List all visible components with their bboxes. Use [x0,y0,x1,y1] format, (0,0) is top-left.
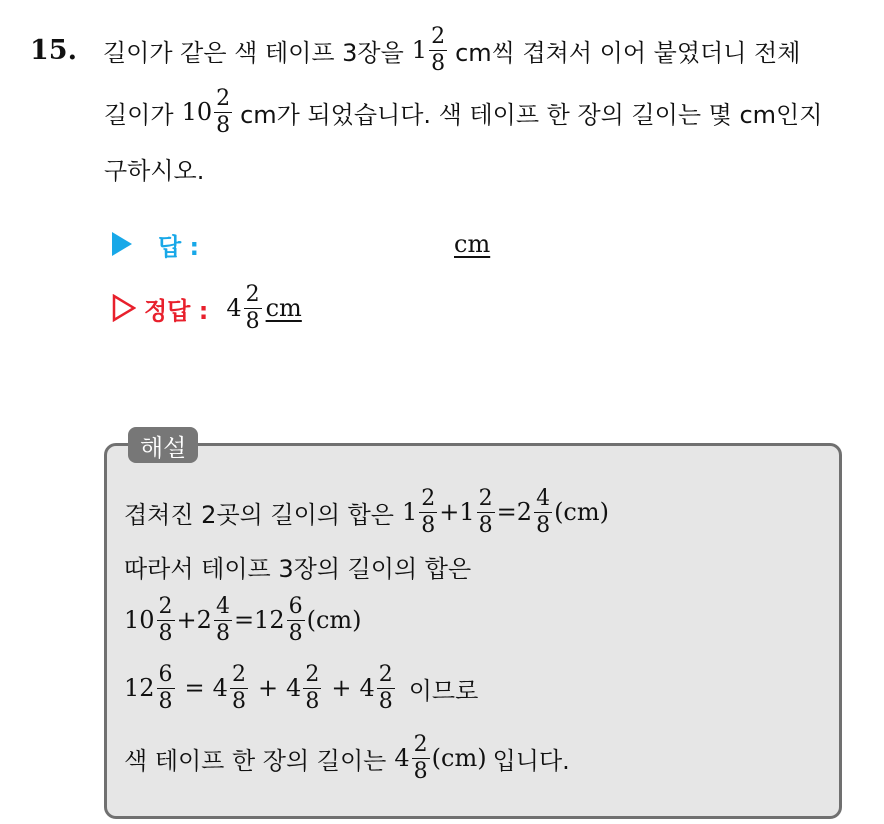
mixed-number: 4 $\frac{2}{8}$ [394,731,428,784]
solution-line-1 [124,482,609,542]
equals-sign: = [184,674,205,702]
unit: (cm) [306,606,362,634]
equals-sign: = [496,498,517,526]
mixed-number: 4 $\frac{2}{8}$ [212,661,246,714]
solution-text: 겹쳐진 2곳의 길이의 합은 [124,500,394,529]
outline-triangle-icon [112,294,136,322]
problem-text: cm씩 겹쳐서 이어 붙였더니 전체 [455,38,801,67]
answer-blank[interactable] [454,226,490,262]
solution-line-4 [124,658,478,718]
plus-sign: + [439,498,460,526]
problem-text: 구하시오. [104,156,205,185]
solution-text: 색 테이프 한 장의 길이는 [124,746,387,775]
correct-answer-label: 정답 : [144,296,209,325]
answer-unit: cm [454,230,491,258]
mixed-number: 1 $\frac{2}{8}$ [459,485,493,538]
whole-part: 10 [181,98,213,126]
plus-sign: + [176,606,197,634]
problem-text: 길이가 [104,100,174,129]
mixed-number: 4 $\frac{2}{8}$ [286,661,320,714]
solution-line-3 [124,590,362,650]
unit: (cm) [431,744,487,772]
answer-row [112,226,199,262]
solution-text: 입니다. [492,746,570,775]
whole-part: 4 [226,294,242,322]
mixed-number: 4 $\frac{2}{8}$ [359,661,393,714]
fraction: $\frac{2}{8}$ [431,23,446,76]
mixed-number: 1 $\frac{2}{8}$ [402,485,436,538]
fraction: $\frac{2}{8}$ [216,85,231,138]
answer-label: 답 : [158,232,200,261]
problem-line-2 [104,82,822,142]
solution-text: 따라서 테이프 3장의 길이의 합은 [124,554,472,583]
mixed-number: 2 $\frac{4}{8}$ [196,593,230,646]
problem-text: cm가 되었습니다. 색 테이프 한 장의 길이는 몇 cm인지 [240,100,823,129]
question-number: 15. [30,34,77,66]
plus-sign: + [331,674,352,702]
plus-sign: + [257,674,279,702]
problem-line-3 [104,148,204,188]
problem-line-1 [30,20,800,80]
mixed-number [181,85,235,138]
mixed-number [411,23,449,76]
problem-text: 길이가 같은 색 테이프 3장을 [102,38,404,67]
mixed-number: 10 $\frac{2}{8}$ [124,593,173,646]
mixed-number: 12 $\frac{6}{8}$ [124,661,173,714]
correct-answer-unit: cm [265,294,302,322]
solution-tag: 해설 [128,427,198,463]
solution-line-5 [124,728,570,788]
play-triangle-icon [112,232,132,256]
equals-sign: = [233,606,255,634]
solution-line-2 [124,548,471,584]
mixed-number: 12 $\frac{6}{8}$ [254,593,303,646]
whole-part: 1 [411,36,428,64]
solution-text: 이므로 [408,676,479,705]
correct-answer-value [226,281,263,334]
fraction: $\frac{2}{8}$ [245,281,260,334]
correct-answer-row [112,278,302,338]
unit: (cm) [554,498,609,526]
mixed-number: 2 $\frac{4}{8}$ [516,485,551,538]
